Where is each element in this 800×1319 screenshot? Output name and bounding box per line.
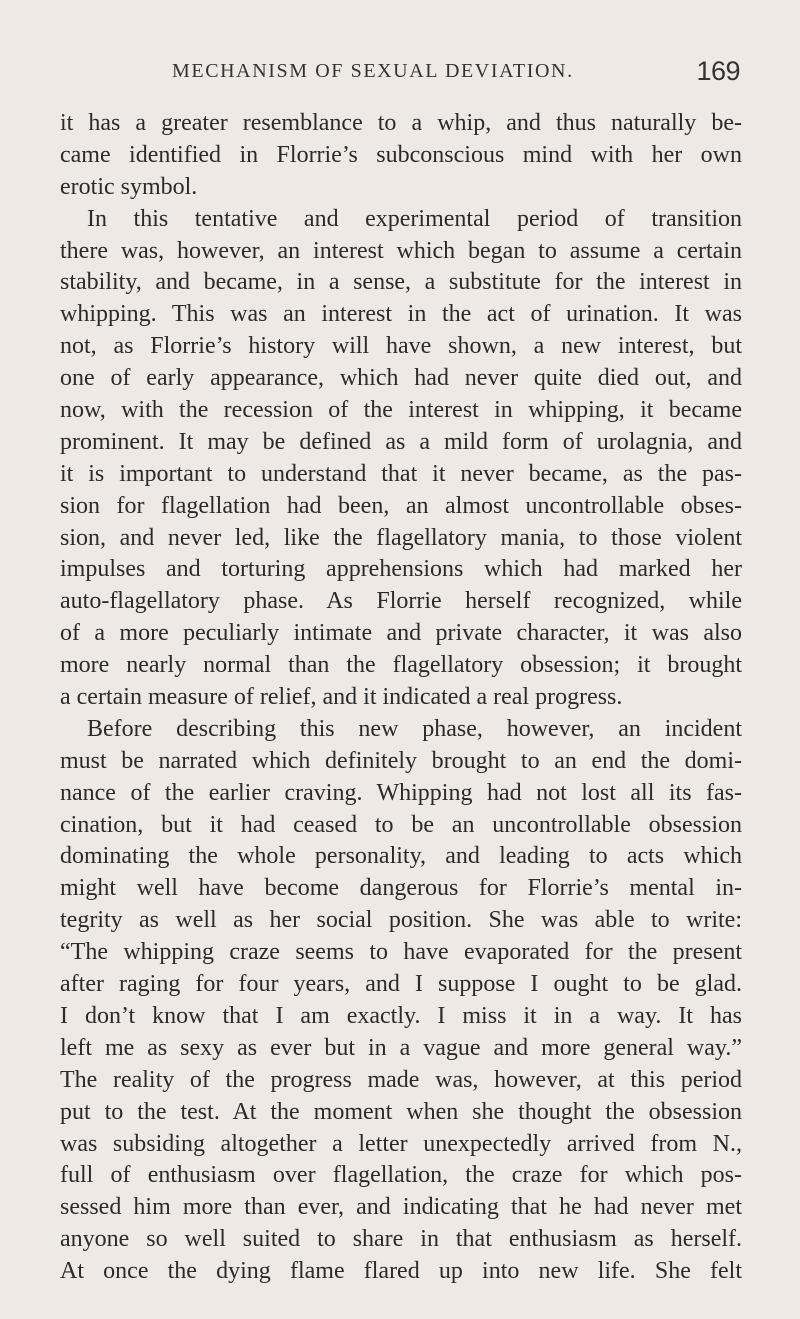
- text-line: dominating the whole personality, and leading to acts which: [60, 843, 742, 870]
- text-line: I don’t know that I am exactly. I miss it in a way. It has: [60, 1002, 742, 1029]
- text-line: erotic symbol.: [60, 173, 198, 200]
- text-line: impulses and torturing apprehensions which had marked her: [60, 556, 742, 583]
- body-text: [60, 108, 742, 1288]
- text-line: not, as Florrie’s history will have shown, a new interest, but: [60, 333, 742, 360]
- text-line: it is important to understand that it never became, as the pas-: [60, 460, 742, 487]
- text-line: might well have become dangerous for Florrie’s mental in-: [60, 875, 742, 902]
- text-line: sion for flagellation had been, an almost uncontrollable obses-: [60, 492, 742, 519]
- text-line: put to the test. At the moment when she thought the obsession: [60, 1098, 742, 1125]
- text-line: sion, and never led, like the flagellatory mania, to those violent: [60, 524, 742, 551]
- text-line: nance of the earlier craving. Whipping had not lost all its fas-: [60, 779, 742, 806]
- text-line: more nearly normal than the flagellatory obsession; it brought: [60, 652, 742, 679]
- running-title: MECHANISM OF SEXUAL DEVIATION.: [172, 60, 574, 82]
- text-line: The reality of the progress made was, however, at this period: [60, 1066, 742, 1093]
- text-line: sessed him more than ever, and indicating that he had never met: [60, 1194, 742, 1221]
- text-line: stability, and became, in a sense, a substitute for the interest in: [60, 269, 742, 296]
- text-line: auto-flagellatory phase. As Florrie herself recognized, while: [60, 588, 742, 615]
- text-line: left me as sexy as ever but in a vague and more general way.”: [60, 1034, 742, 1061]
- text-line: was subsiding altogether a letter unexpectedly arrived from N.,: [60, 1130, 742, 1157]
- text-line: came identified in Florrie’s subconscious mind with her own: [60, 141, 742, 168]
- text-line: whipping. This was an interest in the act of urination. It was: [60, 301, 742, 328]
- paragraph-start-line: Before describing this new phase, however, an incident: [87, 715, 742, 742]
- text-line: of a more peculiarly intimate and private character, it was also: [60, 620, 742, 647]
- page-number: 169: [696, 56, 740, 86]
- paragraph-start-line: In this tentative and experimental period of transition: [87, 205, 742, 232]
- text-line: cination, but it had ceased to be an uncontrollable obsession: [60, 811, 742, 838]
- text-line: prominent. It may be defined as a mild form of urolagnia, and: [60, 428, 742, 455]
- text-line: tegrity as well as her social position. She was able to write:: [60, 907, 742, 934]
- text-line: now, with the recession of the interest in whipping, it became: [60, 397, 742, 424]
- text-line: must be narrated which definitely brought to an end the domi-: [60, 747, 742, 774]
- text-line: full of enthusiasm over flagellation, the craze for which pos-: [60, 1162, 742, 1189]
- text-line: At once the dying flame flared up into new life. She felt: [60, 1258, 742, 1285]
- text-line: there was, however, an interest which began to assume a certain: [60, 237, 742, 264]
- text-line: a certain measure of relief, and it indicated a real progress.: [60, 684, 623, 711]
- text-line: “The whipping craze seems to have evaporated for the present: [60, 939, 742, 966]
- text-line: one of early appearance, which had never quite died out, and: [60, 365, 742, 392]
- text-line: after raging for four years, and I suppose I ought to be glad.: [60, 971, 742, 998]
- text-line: anyone so well suited to share in that enthusiasm as herself.: [60, 1226, 742, 1253]
- text-line: it has a greater resemblance to a whip, and thus naturally be-: [60, 110, 742, 136]
- running-header: [0, 56, 800, 96]
